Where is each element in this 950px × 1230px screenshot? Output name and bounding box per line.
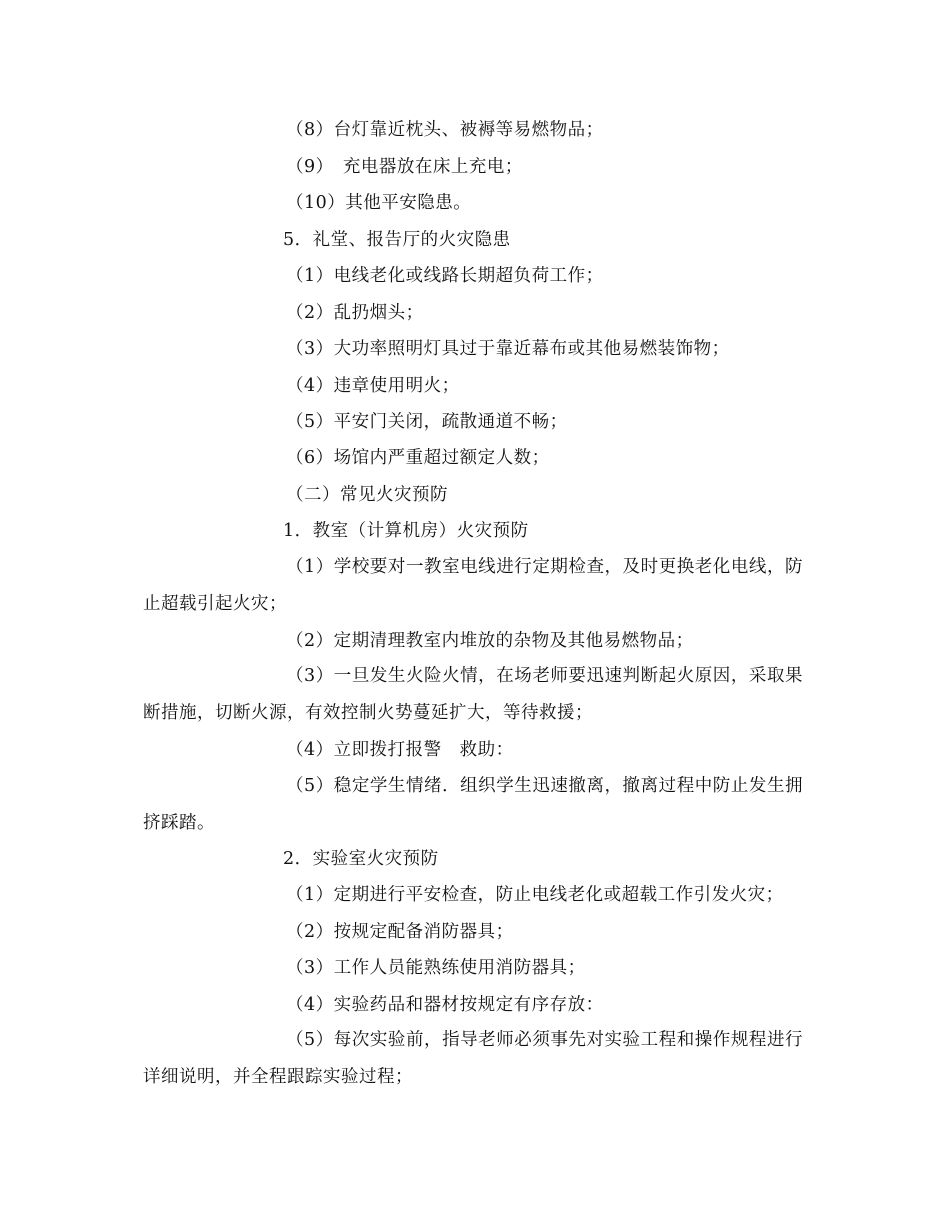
list-item: （5）平安门关闭，疏散通道不畅； — [286, 412, 568, 432]
paragraph: （1）学校要对一教室电线进行定期检查，及时更换老化电线，防止超载引起火灾； — [143, 557, 803, 614]
list-item: （6）场馆内严重超过额定人数； — [286, 448, 550, 468]
list-item: （1）电线老化或线路长期超负荷工作； — [286, 266, 604, 286]
list-item: （2）乱扔烟头； — [286, 303, 424, 323]
list-item: （8）台灯靠近枕头、被褥等易燃物品； — [286, 120, 604, 140]
list-item: （3）工作人员能熟练使用消防器具； — [286, 958, 586, 978]
subsection-heading: 2．实验室火灾预防 — [283, 849, 439, 869]
subsection-heading: 1．教室（计算机房）火灾预防 — [283, 521, 529, 541]
list-item: （1）定期进行平安检查，防止电线老化或超载工作引发火灾； — [286, 885, 784, 905]
section-heading: 5．礼堂、报告厅的火灾隐患 — [283, 230, 511, 250]
section-heading: （二）常见火灾预防 — [286, 485, 448, 505]
list-item: （4）实验药品和器材按规定有序存放： — [286, 995, 604, 1015]
paragraph: （3）一旦发生火险火情，在场老师要迅速判断起火原因，采取果断措施，切断火源，有效控制火势蔓延扩大，等待救援； — [143, 666, 803, 723]
list-item: （4）立即拨打报警 救助： — [286, 740, 514, 760]
list-item: （2）定期清理教室内堆放的杂物及其他易燃物品； — [286, 631, 694, 651]
paragraph: （5）稳定学生情绪．组织学生迅速撤离，撤离过程中防止发生拥挤踩踏。 — [143, 776, 803, 833]
list-item: （3）大功率照明灯具过于靠近幕布或其他易燃装饰物； — [286, 339, 730, 359]
list-item: （4）违章使用明火； — [286, 376, 460, 396]
paragraph: （5）每次实验前，指导老师必须事先对实验工程和操作规程进行详细说明，并全程跟踪实验过程； — [143, 1030, 803, 1087]
list-item: （9） 充电器放在床上充电； — [286, 157, 523, 177]
list-item: （10）其他平安隐患。 — [286, 193, 472, 213]
list-item: （2）按规定配备消防器具； — [286, 922, 514, 942]
